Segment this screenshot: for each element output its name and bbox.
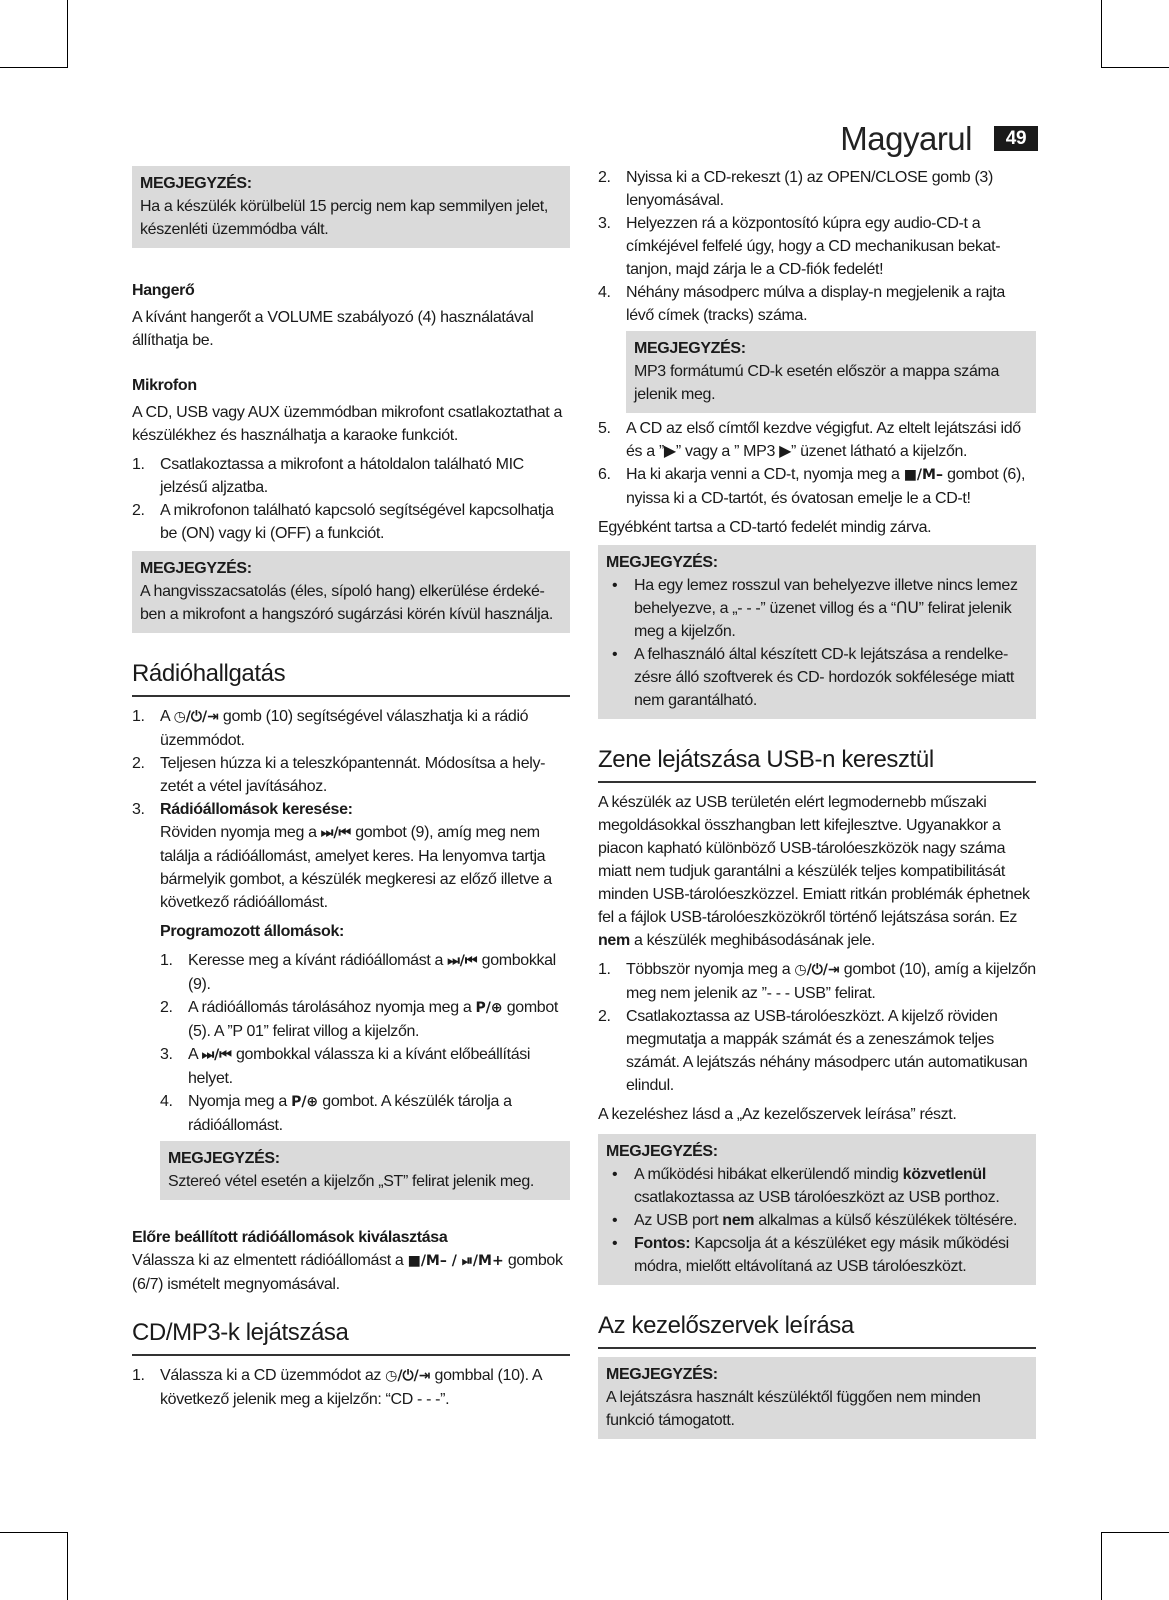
- note-text: A hangvisszacsatolás (éles, sípoló hang) elkerülése érdekében a mikrofont a hangszóró sugárzási körén kívül használja.: [140, 583, 554, 623]
- note-title: MEGJEGYZÉS:: [168, 1150, 280, 1167]
- list-item: 2. A mikrofonon található kapcsoló segítségével kapcsolhatja be (ON) vagy ki (OFF) a funkciót.: [132, 502, 554, 542]
- preset-text: Válassza ki az elmentett rádióállomást a ■/M– / ⏯/M+ gombok (6/7) ismételt megnyomásával.: [132, 1252, 563, 1293]
- note-box: [598, 1134, 1036, 1285]
- usb-ref: A kezeléshez lásd a „Az kezelőszervek leírása” részt.: [598, 1106, 957, 1123]
- crop-mark: [1101, 67, 1169, 68]
- list-item: 1. A ◷/⏻/⇥ gomb (10) segítségével válaszhatja ki a rádió üzemmódot.: [132, 708, 529, 749]
- list-item: • Ha egy lemez rosszul van behelyezve illetve nincs lemez behelyezve, a „- - -” üzenet villog és a “ՈՍ” felirat jelenik meg a kijelzőn.: [612, 577, 1018, 640]
- list-item: • Fontos: Kapcsolja át a készüléket egy másik működési módra, mielőtt eltávolítaná az USB tárolóeszközt.: [612, 1235, 1009, 1275]
- list-item: 1. Keresse meg a kívánt rádióállomást a ⏭/⏮ gombokkal (9).: [160, 952, 556, 993]
- mikrofon-text: A CD, USB vagy AUX üzemmódban mikrofont csatlakoztathat a készülékhez és használhatja a karaoke funkciót.: [132, 404, 563, 444]
- note-text: A lejátszásra használt készüléktől függően nem minden funkció támogatott.: [606, 1389, 981, 1429]
- mode-button-icon: ◷/⏻/⇥: [385, 1368, 431, 1384]
- list-item: 1. Csatlakoztassa a mikrofont a hátoldalon található MIC jelzésű aljzatba.: [132, 456, 524, 496]
- list-item: 4. Nyomja meg a P/⊕ gombot. A készülék tárolja a rádióállomást.: [160, 1093, 512, 1134]
- list-item: 3. A ⏭/⏮ gombokkal válassza ki a kívánt előbeállítási helyet.: [160, 1046, 531, 1087]
- mikrofon-steps: [132, 453, 570, 545]
- list-item: 3. Helyezzen rá a központosító kúpra egy audio-CD-t a címkéjével felfelé úgy, hogy a CD mechanikusan bekattanjon, majd zárja le a CD-fiók fedelét!: [598, 215, 1001, 278]
- program-button-icon: P/⊕: [291, 1094, 319, 1110]
- prog-title: Programozott állomások:: [160, 923, 344, 940]
- list-item: 3. Rádióállomások keresése: Röviden nyomja meg a ⏭/⏮ gombot (9), amíg meg nem találja a rádióállomást, amelyet keres. Ha lenyomva tartja bármelyik gombot, a készülék megkeresi az előző illetve a következő rádióállomást. Programozott állomások: 1. Keresse meg a kívánt rádióállomást a ⏭/⏮ gombokkal (9). 2. A rádióállomás tárolásához nyomja meg a P/⊕ gombot (5). A ”P 01” felirat villog a kijelzőn. 3. A ⏭/⏮ gombokkal válassza ki a kívánt előbeállítási helyet. 4. Nyomja meg a P/⊕ gombot. A készülék tárolja a rádióállomást. MEGJEGYZÉS: Sztereó vétel esetén a kijelzőn „ST” felirat jelenik meg.: [132, 798, 570, 1200]
- list-item: • Az USB port nem alkalmas a külső készülékek töltésére.: [612, 1212, 1018, 1229]
- note-box: [132, 166, 570, 248]
- note-title: MEGJEGYZÉS:: [606, 1143, 718, 1160]
- list-item: 5. A CD az első címtől kezdve végigfut. Az eltelt lejátszási idő és a ”▶” vagy a ” MP3 ▶” üzenet látható a kijelzőn.: [598, 420, 1021, 460]
- closed-text: Egyébként tartsa a CD-tartó fedelét mindig zárva.: [598, 519, 932, 536]
- usb-text: A készülék az USB területén elért legmodernebb műszaki megoldásokkal összhangban lett kifejlesztve. Ugyanakkor a piacon kapható különböző USB-tárolóeszközök nagy száma miatt nem tudjuk garantálni a készülék teljes kompatibilitását minden USB-tárolóeszközzel. Emiatt ritkán problémák éphetnek fel a fájlok USB-tárolóeszközökről történő lejátszása során. Ez nem a készülék meghibásodásának jele.: [598, 794, 1030, 949]
- note-box: [598, 545, 1036, 719]
- list-item: 2. A rádióállomás tárolásához nyomja meg a P/⊕ gombot (5). A ”P 01” felirat villog a kijelzőn.: [160, 999, 559, 1040]
- crop-mark: [67, 0, 68, 68]
- mode-button-icon: ◷/⏻/⇥: [794, 962, 840, 978]
- note-box: [132, 551, 570, 633]
- note-list: [606, 574, 1028, 712]
- skip-button-icon: ⏭/⏮: [447, 953, 478, 969]
- left-column: [132, 166, 570, 1411]
- note-title: MEGJEGYZÉS:: [140, 560, 252, 577]
- cd-steps: [132, 1364, 570, 1411]
- skip-button-icon: ⏭/⏮: [320, 825, 352, 841]
- list-item: 1. Többször nyomja meg a ◷/⏻/⇥ gombot (10), amíg a kijelzőn meg nem jelenik az ”- - - USB” felirat.: [598, 961, 1036, 1002]
- note-box: [626, 331, 1036, 413]
- heading-mikrofon: Mikrofon: [132, 377, 197, 394]
- crop-mark: [1101, 1532, 1169, 1533]
- note-box: [160, 1141, 570, 1200]
- note-box: [598, 1357, 1036, 1439]
- heading-preset: Előre beállított rádióállomások kiválasztása: [132, 1229, 448, 1246]
- section-heading-radio: Rádióhallgatás: [132, 659, 570, 697]
- cd-steps-continued: [598, 166, 1036, 510]
- list-item: • A felhasználó által készített CD-k lejátszása a rendelkezésre álló szoftverek és CD- hordozók sokfélesége miatt nem garantálható.: [612, 646, 1015, 709]
- crop-mark: [0, 67, 68, 68]
- crop-mark: [1101, 1532, 1102, 1600]
- language-title: Magyarul: [840, 120, 972, 157]
- list-item: 4. Néhány másodperc múlva a display-n megjelenik a rajta lévő címek (tracks) száma. MEGJEGYZÉS: MP3 formátumú CD-k esetén először a mappa száma jelenik meg.: [598, 281, 1036, 417]
- page-header: [780, 118, 1038, 162]
- section-heading-usb: Zene lejátszása USB-n keresztül: [598, 745, 1036, 783]
- note-text: MP3 formátumú CD-k esetén először a mappa száma jelenik meg.: [634, 363, 1000, 403]
- usb-steps: [598, 958, 1036, 1097]
- list-item: • A működési hibákat elkerülendő mindig közvetlenül csatlakoztassa az USB tárolóeszközt az USB porthoz.: [612, 1166, 1000, 1206]
- section-heading-controls: Az kezelőszervek leírása: [598, 1311, 1036, 1349]
- page-number: 49: [994, 126, 1038, 151]
- crop-mark: [67, 1532, 68, 1600]
- crop-mark: [0, 1532, 68, 1533]
- mode-button-icon: ◷/⏻/⇥: [173, 709, 219, 725]
- list-item: 2. Nyissa ki a CD-rekeszt (1) az OPEN/CLOSE gomb (3) lenyomásával.: [598, 169, 993, 209]
- list-item: 2. Csatlakoztassa az USB-tárolóeszközt. A kijelző röviden megmutatja a mappák számát és a zeneszámok teljes számát. A lejátszás néhány másodperc után automatikusan elindul.: [598, 1008, 1028, 1094]
- note-text: Ha a készülék körülbelül 15 percig nem kap semmilyen jelet, készenléti üzemmódba vált.: [140, 198, 548, 238]
- radio-steps: [132, 705, 570, 1200]
- skip-button-icon: ⏭/⏮: [201, 1047, 232, 1063]
- note-list: [606, 1163, 1028, 1278]
- list-item: 2. Teljesen húzza ki a teleszkópantennát. Módosítsa a helyzetét a vétel javításához.: [132, 755, 546, 795]
- stop-button-icon: ■/M–: [903, 467, 943, 483]
- hangero-text: A kívánt hangerőt a VOLUME szabályozó (4) használatával állíthatja be.: [132, 309, 534, 349]
- list-item: 6. Ha ki akarja venni a CD-t, nyomja meg a ■/M– gombot (6), nyissa ki a CD-tartót, és óvatosan emelje le a CD-t!: [598, 466, 1026, 507]
- prog-steps: [160, 949, 570, 1137]
- program-button-icon: P/⊕: [475, 1000, 503, 1016]
- list-item: 1. Válassza ki a CD üzemmódot az ◷/⏻/⇥ gombbal (10). A következő jelenik meg a kijelzőn: “CD - - -”.: [132, 1367, 542, 1408]
- note-title: MEGJEGYZÉS:: [634, 340, 746, 357]
- note-title: MEGJEGYZÉS:: [606, 554, 718, 571]
- heading-hangero: Hangerő: [132, 282, 195, 299]
- preset-button-icon: ■/M– / ⏯/M+: [407, 1253, 504, 1269]
- note-text: Sztereó vétel esetén a kijelzőn „ST” felirat jelenik meg.: [168, 1173, 535, 1190]
- crop-mark: [1101, 0, 1102, 68]
- note-title: MEGJEGYZÉS:: [140, 175, 252, 192]
- section-heading-cd: CD/MP3-k lejátszása: [132, 1318, 570, 1356]
- note-title: MEGJEGYZÉS:: [606, 1366, 718, 1383]
- right-column: [598, 166, 1036, 1439]
